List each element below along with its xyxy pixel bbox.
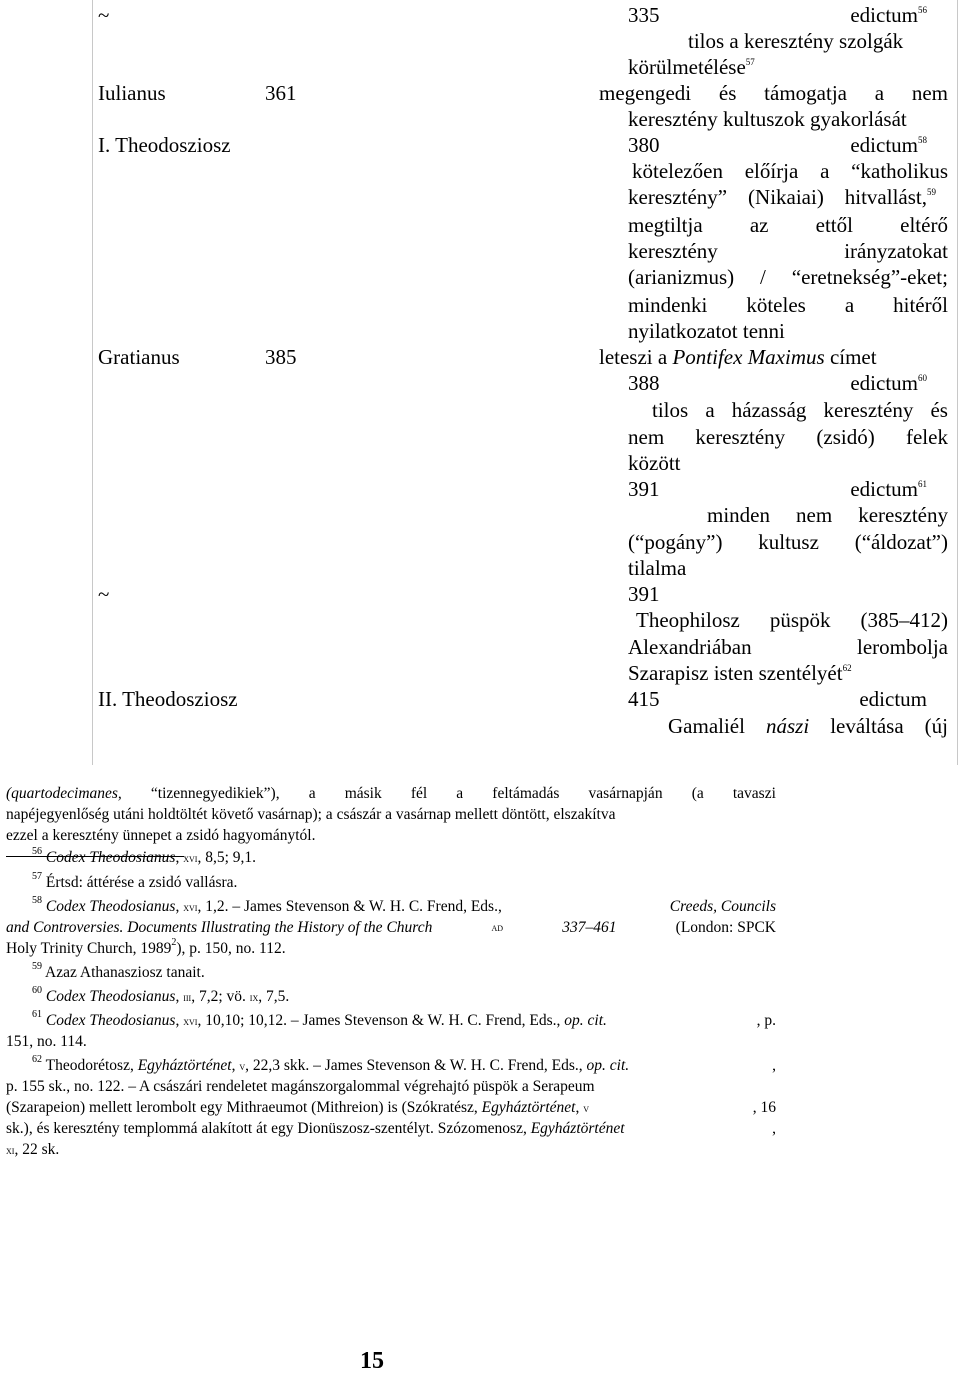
footnote-62-line3: (Szarapeion) mellett lerombolt egy Mithraeumot (Mithreion) is (Szókratész, Egyháztörténet, v , 16 — [6, 1099, 776, 1116]
footnote-59: $^{59}$ Azaz Athanasziosz tanait. — [32, 960, 205, 981]
event-line: keresztény kultuszok gyakorlását — [628, 107, 907, 131]
footnote-62-line4: sk.), és keresztény templommá alakított át egy Dionüszosz-szentélyt. Szózomenosz, Egyháztörténet , — [6, 1120, 776, 1137]
footnote-continuation: (quartodecimanes, “tizennegyedikiek”), a másik fél a feltámadás vasárnapján (a tavaszi — [6, 785, 776, 802]
event-line: tilalma — [628, 556, 687, 580]
footnote-62-line2: p. 155 sk., no. 122. – A császári rendeletet magánszorgalommal végrehajtó püspök a Serapeum — [6, 1078, 595, 1095]
event-line: mindenki köteles a hitéről — [628, 293, 948, 317]
footnote-58-line2: and Controversies. Documents Illustrating the History of the Church ad 337–461 (London: SPCK — [6, 919, 776, 936]
footnote-61-line2: 151, no. 114. — [6, 1033, 87, 1050]
event-line: tilos a keresztény szolgák — [688, 29, 904, 53]
event-line: 388 edictum$^{60}$ — [628, 371, 927, 395]
event-line: Alexandriában lerombolja — [628, 635, 948, 659]
event-line: 391 edictum$^{61}$ — [628, 477, 927, 501]
ruler-cell: Gratianus — [98, 345, 180, 369]
event-line: leteszi a Pontifex Maximus címet — [599, 345, 877, 369]
event-line: megengedi és támogatja a nem — [599, 81, 948, 105]
event-line: között — [628, 451, 681, 475]
ruler-cell: ~ — [98, 582, 110, 606]
event-line: kötelezően előírja a “katholikus — [632, 159, 948, 183]
ruler-cell: ~ — [98, 3, 110, 27]
event-line: keresztény” (Nikaiai) hitvallást,$^{59}$ — [628, 185, 936, 209]
event-line: 335 edictum$^{56}$ — [628, 3, 927, 27]
event-line: Gamaliél nászi leváltása (új — [668, 714, 948, 738]
footnote-62-line5: xi, 22 sk. — [6, 1141, 60, 1158]
footnote-ref: 56 — [918, 5, 927, 15]
footnote-ref: 62 — [842, 663, 852, 673]
ruler-cell: Iulianus — [98, 81, 166, 105]
event-line: (“pogány”) kultusz (“áldozat”) — [628, 530, 948, 554]
footnote-61: $^{61}$ Codex Theodosianus, xvi, 10,10; 10,12. – James Stevenson & W. H. C. Frend, Eds., op. cit. , p. — [32, 1008, 776, 1029]
footnote-ref: 57 — [745, 57, 755, 67]
footnote-56: $^{56}$ Codex Theodosianus, xvi, 8,5; 9,1. — [32, 845, 256, 866]
footnote-ref: 58 — [918, 135, 927, 145]
footnote-continuation: napéjegyenlőség utáni holdtöltét követő vasárnap); a császár a vasárnap mellett döntött, elszakítva — [6, 806, 616, 823]
event-line: Szarapisz isten szentélyét$^{62}$ — [628, 661, 852, 685]
event-line: nyilatkozatot tenni — [628, 319, 785, 343]
footnote-62: $^{62}$ Theodorétosz, Egyháztörténet, v, 22,3 skk. – James Stevenson & W. H. C. Frend, Eds., op. cit. , — [32, 1053, 776, 1074]
event-line: keresztény irányzatokat — [628, 239, 948, 263]
footnote-ref: 61 — [918, 479, 927, 489]
page-number: 15 — [360, 1348, 384, 1374]
event-line: Theophilosz püspök (385–412) — [636, 608, 948, 632]
footnote-57: $^{57}$ Értsd: áttérése a zsidó vallásra. — [32, 870, 238, 891]
footnote-continuation: ezzel a keresztény ünnepet a zsidó hagyománytól. — [6, 827, 316, 844]
event-line: minden nem keresztény — [707, 503, 948, 527]
table-right-border — [957, 0, 958, 765]
event-line: megtiltja az ettől eltérő — [628, 213, 948, 237]
ruler-cell: II. Theodosziosz — [98, 687, 238, 711]
year-cell: 385 — [265, 345, 297, 369]
ruler-cell: I. Theodosziosz — [98, 133, 231, 157]
event-line: (arianizmus) / “eretnekség”-eket; — [628, 265, 948, 289]
year-cell: 361 — [265, 81, 297, 105]
footnote-ref: 59 — [927, 187, 936, 197]
event-line: 391 — [628, 582, 660, 606]
table-left-border — [92, 0, 93, 765]
event-line: 380 edictum$^{58}$ — [628, 133, 927, 157]
event-line: nem keresztény (zsidó) felek — [628, 425, 948, 449]
event-line: körülmetélése$^{57}$ — [628, 55, 755, 79]
footnote-ref: 60 — [918, 373, 927, 383]
event-line: tilos a házasság keresztény és — [652, 398, 948, 422]
footnote-60: $^{60}$ Codex Theodosianus, iii, 7,2; vö. ix, 7,5. — [32, 984, 290, 1005]
event-line: 415 edictum — [628, 687, 927, 711]
footnote-58-line3: Holy Trinity Church, 1989$^2$), p. 150, no. 112. — [6, 936, 286, 957]
footnote-58: $^{58}$ Codex Theodosianus, xvi, 1,2. – James Stevenson & W. H. C. Frend, Eds., Creeds, Councils — [32, 894, 776, 915]
